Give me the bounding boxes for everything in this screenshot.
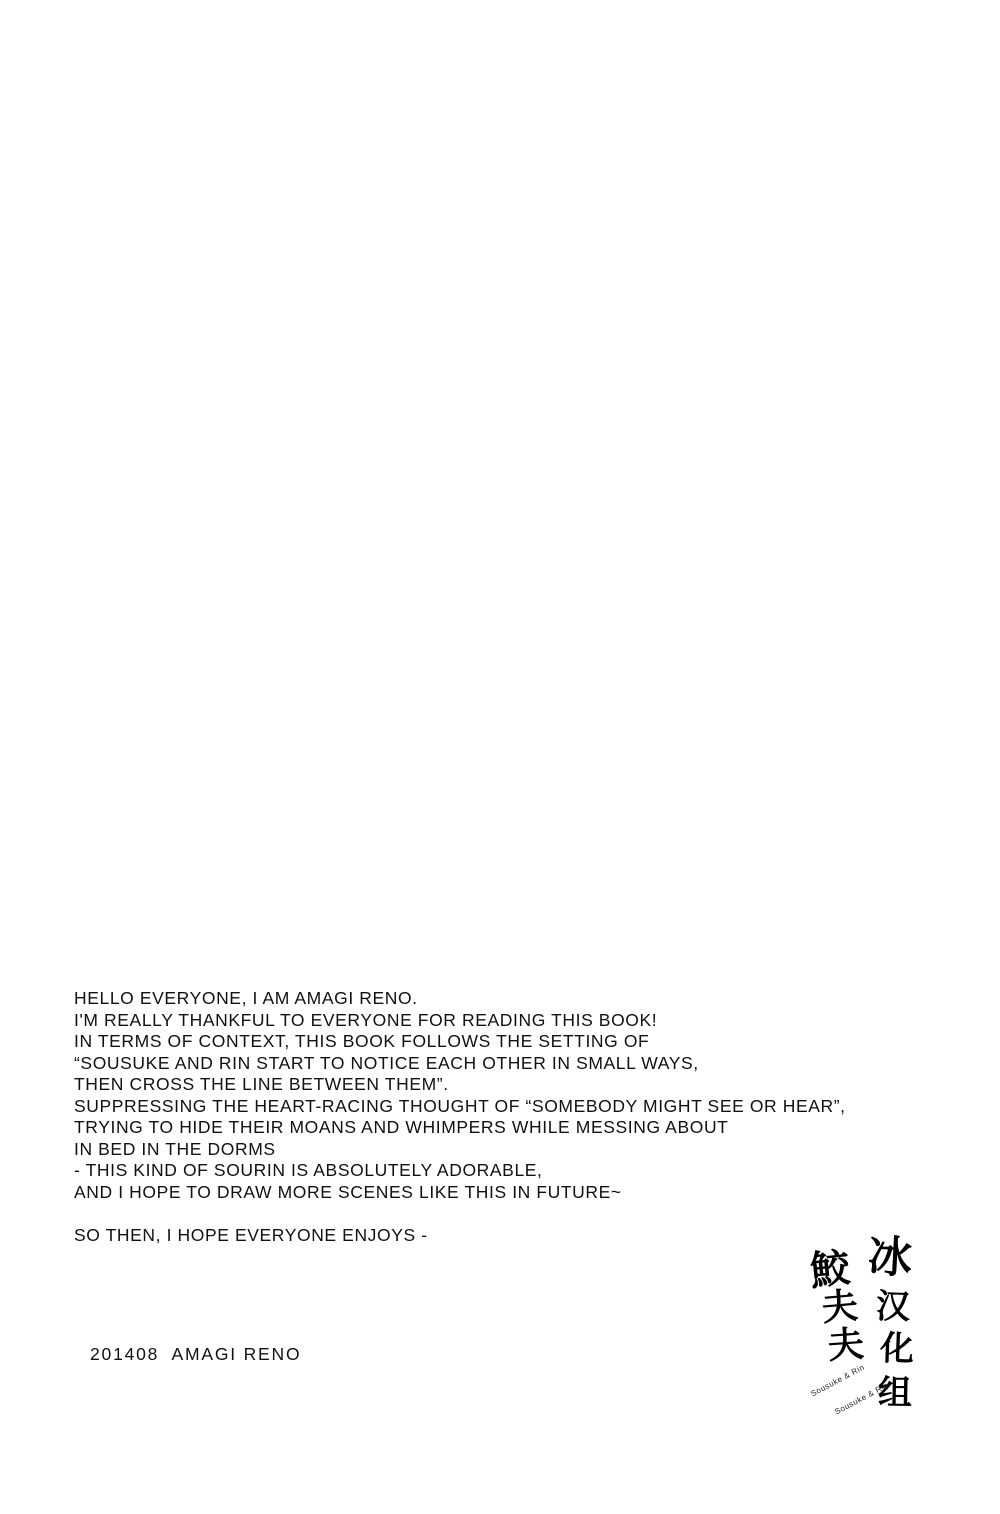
stamp-glyph-fu-top: 夫 [820,1285,860,1330]
scanlation-group-stamp [808,1228,938,1448]
stamp-glyph-han: 汉 [875,1286,911,1328]
afterword-line: IN TERMS OF CONTEXT, THIS BOOK FOLLOWS THE SETTING OF [74,1031,650,1051]
paragraph-spacer [74,1203,934,1225]
afterword-line: TRYING TO HIDE THEIR MOANS AND WHIMPERS WHILE MESSING ABOUT [74,1117,729,1137]
signature-line: 201408 AMAGI RENO [90,1344,302,1364]
stamp-glyph-zu: 组 [877,1372,913,1414]
afterword-closing-line: SO THEN, I HOPE EVERYONE ENJOYS - [74,1225,428,1245]
afterword-text-block [74,988,934,1247]
stamp-romaji-bottom: Sousuke & Rin [833,1380,891,1417]
afterword-line: I'M REALLY THANKFUL TO EVERYONE FOR READING THIS BOOK! [74,1009,658,1030]
stamp-glyph-fu-bottom: 夫 [826,1323,866,1368]
afterword-line: AND I HOPE TO DRAW MORE SCENES LIKE THIS IN FUTURE~ [74,1181,622,1202]
afterword-line: - THIS KIND OF SOURIN IS ABSOLUTELY ADORABLE, [74,1160,543,1180]
stamp-glyph-hua: 化 [879,1328,915,1370]
stamp-glyph-shark: 鮫 [807,1245,853,1295]
stamp-romaji-top: Sousuke & Rin [809,1362,867,1399]
afterword-line: IN BED IN THE DORMS [74,1138,276,1159]
stamp-glyph-group [808,1228,938,1448]
afterword-line: HELLO EVERYONE, I AM AMAGI RENO. [74,988,418,1008]
afterword-line: “SOUSUKE AND RIN START TO NOTICE EACH OTHER IN SMALL WAYS, [74,1052,699,1073]
stamp-glyph-bing: 冰 [866,1230,914,1285]
afterword-line: THEN CROSS THE LINE BETWEEN THEM”. [74,1074,449,1094]
afterword-line: SUPPRESSING THE HEART-RACING THOUGHT OF “SOMEBODY MIGHT SEE OR HEAR”, [74,1095,846,1116]
